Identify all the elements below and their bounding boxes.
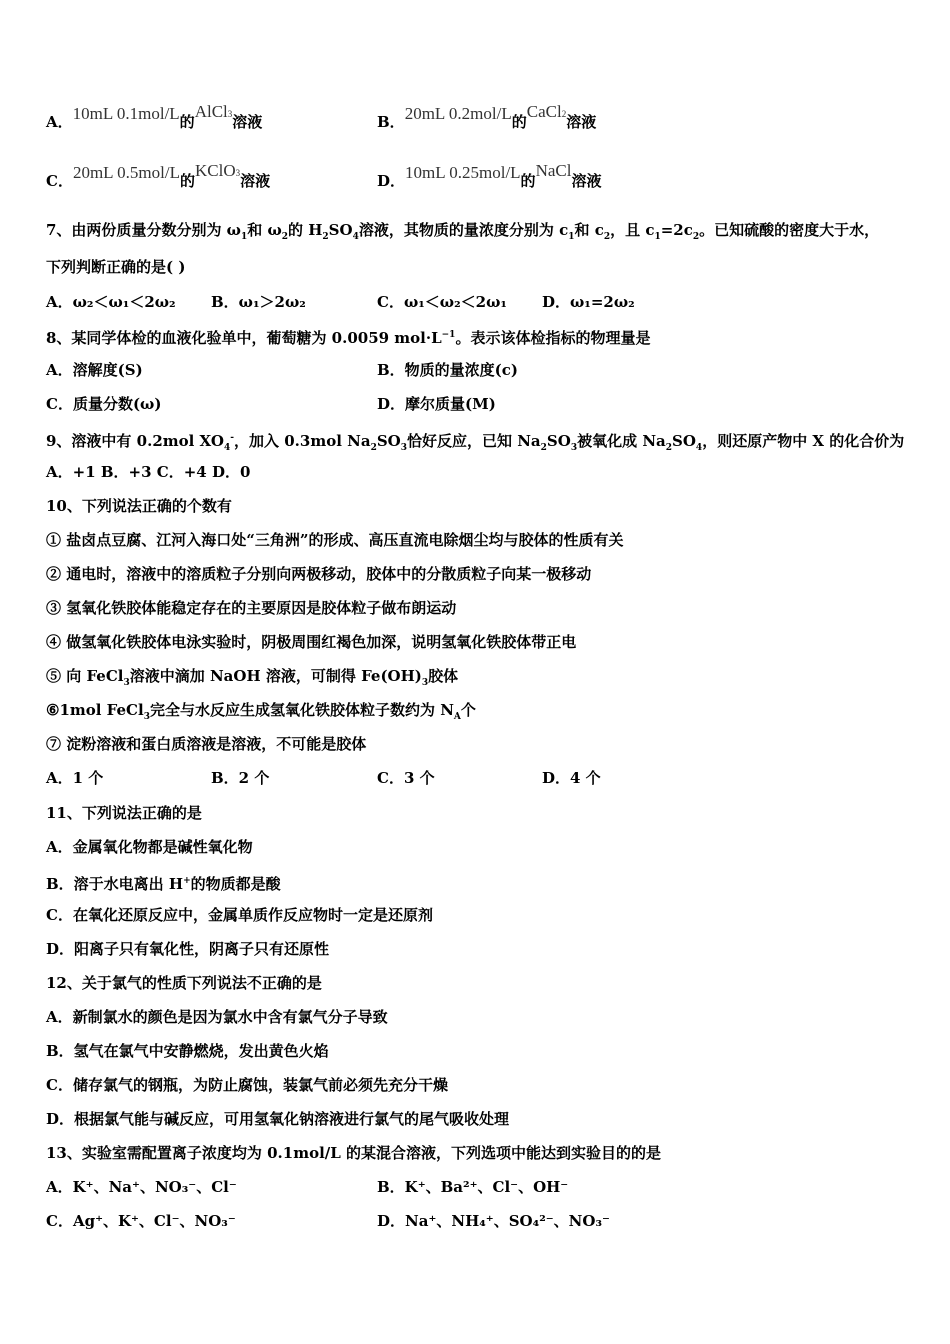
q8-stem: 8、某同学体检的血液化验单中，葡萄糖为 0.0059 $mol\cdot L^{-1}$。表示该体检指标的物理量是 bbox=[46, 329, 651, 347]
q11-option-c: C．在氧化还原反应中，金属单质作反应物时一定是还原剂 bbox=[46, 906, 433, 924]
q6-option-c: C．20mL 0.5mol/L的KClO3溶液 bbox=[46, 161, 271, 190]
q13-option-c: C．Ag⁺、K⁺、Cl⁻、NO₃⁻ bbox=[46, 1212, 236, 1230]
q7-option-d: D．ω₁=2ω₂ bbox=[542, 293, 635, 311]
q6-option-a: A．10mL 0.1mol/L的AlCl3溶液 bbox=[46, 102, 263, 131]
q10-stem: 10、下列说法正确的个数有 bbox=[46, 497, 232, 515]
q10-statement-4: ④ 做氢氧化铁胶体电泳实验时，阴极周围红褐色加深，说明氢氧化铁胶体带正电 bbox=[46, 633, 577, 651]
q10-statement-6: ⑥1mol FeCl$_3$完全与水反应生成氢氧化铁胶体粒子数约为 $N_A$个 bbox=[46, 701, 476, 722]
q10-option-a: A．1 个 bbox=[46, 769, 104, 787]
q12-option-c: C．储存氯气的钢瓶，为防止腐蚀，装氯气前必须先充分干燥 bbox=[46, 1076, 448, 1094]
q10-option-b: B．2 个 bbox=[211, 769, 270, 787]
q12-option-a: A．新制氯水的颜色是因为氯水中含有氯气分子导致 bbox=[46, 1008, 388, 1026]
q11-stem: 11、下列说法正确的是 bbox=[46, 804, 202, 822]
q10-option-d: D．4 个 bbox=[542, 769, 601, 787]
q13-stem: 13、实验室需配置离子浓度均为 0.1mol/L 的某混合溶液，下列选项中能达到实验目的的是 bbox=[46, 1144, 662, 1162]
q7-option-b: B．ω₁＞2ω₂ bbox=[211, 293, 306, 311]
q10-statement-7: ⑦ 淀粉溶液和蛋白质溶液是溶液，不可能是胶体 bbox=[46, 735, 367, 753]
q13-option-a: A．K⁺、Na⁺、NO₃⁻、Cl⁻ bbox=[46, 1178, 237, 1196]
q7-option-a: A．ω₂＜ω₁＜2ω₂ bbox=[46, 293, 176, 311]
q6-option-d: D．10mL 0.25mol/L的NaCl溶液 bbox=[377, 161, 602, 190]
q10-statement-5: ⑤ 向 FeCl$_3$溶液中滴加 NaOH 溶液，可制得 $Fe(OH)_3$胶体 bbox=[46, 667, 459, 688]
q11-option-a: A．金属氧化物都是碱性氧化物 bbox=[46, 838, 253, 856]
q9-options: A．+1 B．+3 C．+4 D．0 bbox=[46, 463, 251, 481]
q11-option-b: B．溶于水电离出 H+的物质都是酸 bbox=[46, 875, 281, 893]
q8-option-a: A．溶解度(S) bbox=[46, 361, 143, 379]
q10-option-c: C．3 个 bbox=[377, 769, 435, 787]
q10-statement-1: ① 盐卤点豆腐、江河入海口处“三角洲”的形成、高压直流电除烟尘均与胶体的性质有关 bbox=[46, 531, 624, 549]
q12-stem: 12、关于氯气的性质下列说法不正确的是 bbox=[46, 974, 322, 992]
q11-option-d: D．阳离子只有氧化性，阴离子只有还原性 bbox=[46, 940, 330, 958]
q9-stem: 9、溶液中有 0.2mol $XO_4^-$，加入 0.3mol $Na_2SO_3$恰好反应，已知 $Na_2SO_3$被氧化成 $Na_2SO_4$，则还原产物中 X 的化合价为 bbox=[46, 432, 905, 453]
q13-option-b: B．K⁺、Ba²⁺、Cl⁻、OH⁻ bbox=[377, 1178, 569, 1196]
q7-stem: 7、由两份质量分数分别为 $\omega_1$和 $\omega_2$的 $H_2SO_4$溶液，其物质的量浓度分别为 $c_1$和 $c_2$，且 $c_1=2c_2$。已知硫酸的密度大于水， bbox=[46, 221, 880, 242]
q8-option-b: B．物质的量浓度(c) bbox=[377, 361, 519, 379]
q10-statement-2: ② 通电时，溶液中的溶质粒子分别向两极移动，胶体中的分散质粒子向某一极移动 bbox=[46, 565, 592, 583]
q13-option-d: D．Na⁺、NH₄⁺、SO₄²⁻、NO₃⁻ bbox=[377, 1212, 610, 1230]
q6-option-b: B．20mL 0.2mol/L的CaCl2溶液 bbox=[377, 102, 597, 131]
q8-option-c: C．质量分数(ω) bbox=[46, 395, 162, 413]
q12-option-b: B．氢气在氯气中安静燃烧，发出黄色火焰 bbox=[46, 1042, 329, 1060]
q7-stem-line2: 下列判断正确的是( ) bbox=[46, 258, 186, 276]
q10-statement-3: ③ 氢氧化铁胶体能稳定存在的主要原因是胶体粒子做布朗运动 bbox=[46, 599, 457, 617]
q8-option-d: D．摩尔质量(M) bbox=[377, 395, 496, 413]
q7-option-c: C．ω₁＜ω₂＜2ω₁ bbox=[377, 293, 507, 311]
q12-option-d: D．根据氯气能与碱反应，可用氢氧化钠溶液进行氯气的尾气吸收处理 bbox=[46, 1110, 510, 1128]
